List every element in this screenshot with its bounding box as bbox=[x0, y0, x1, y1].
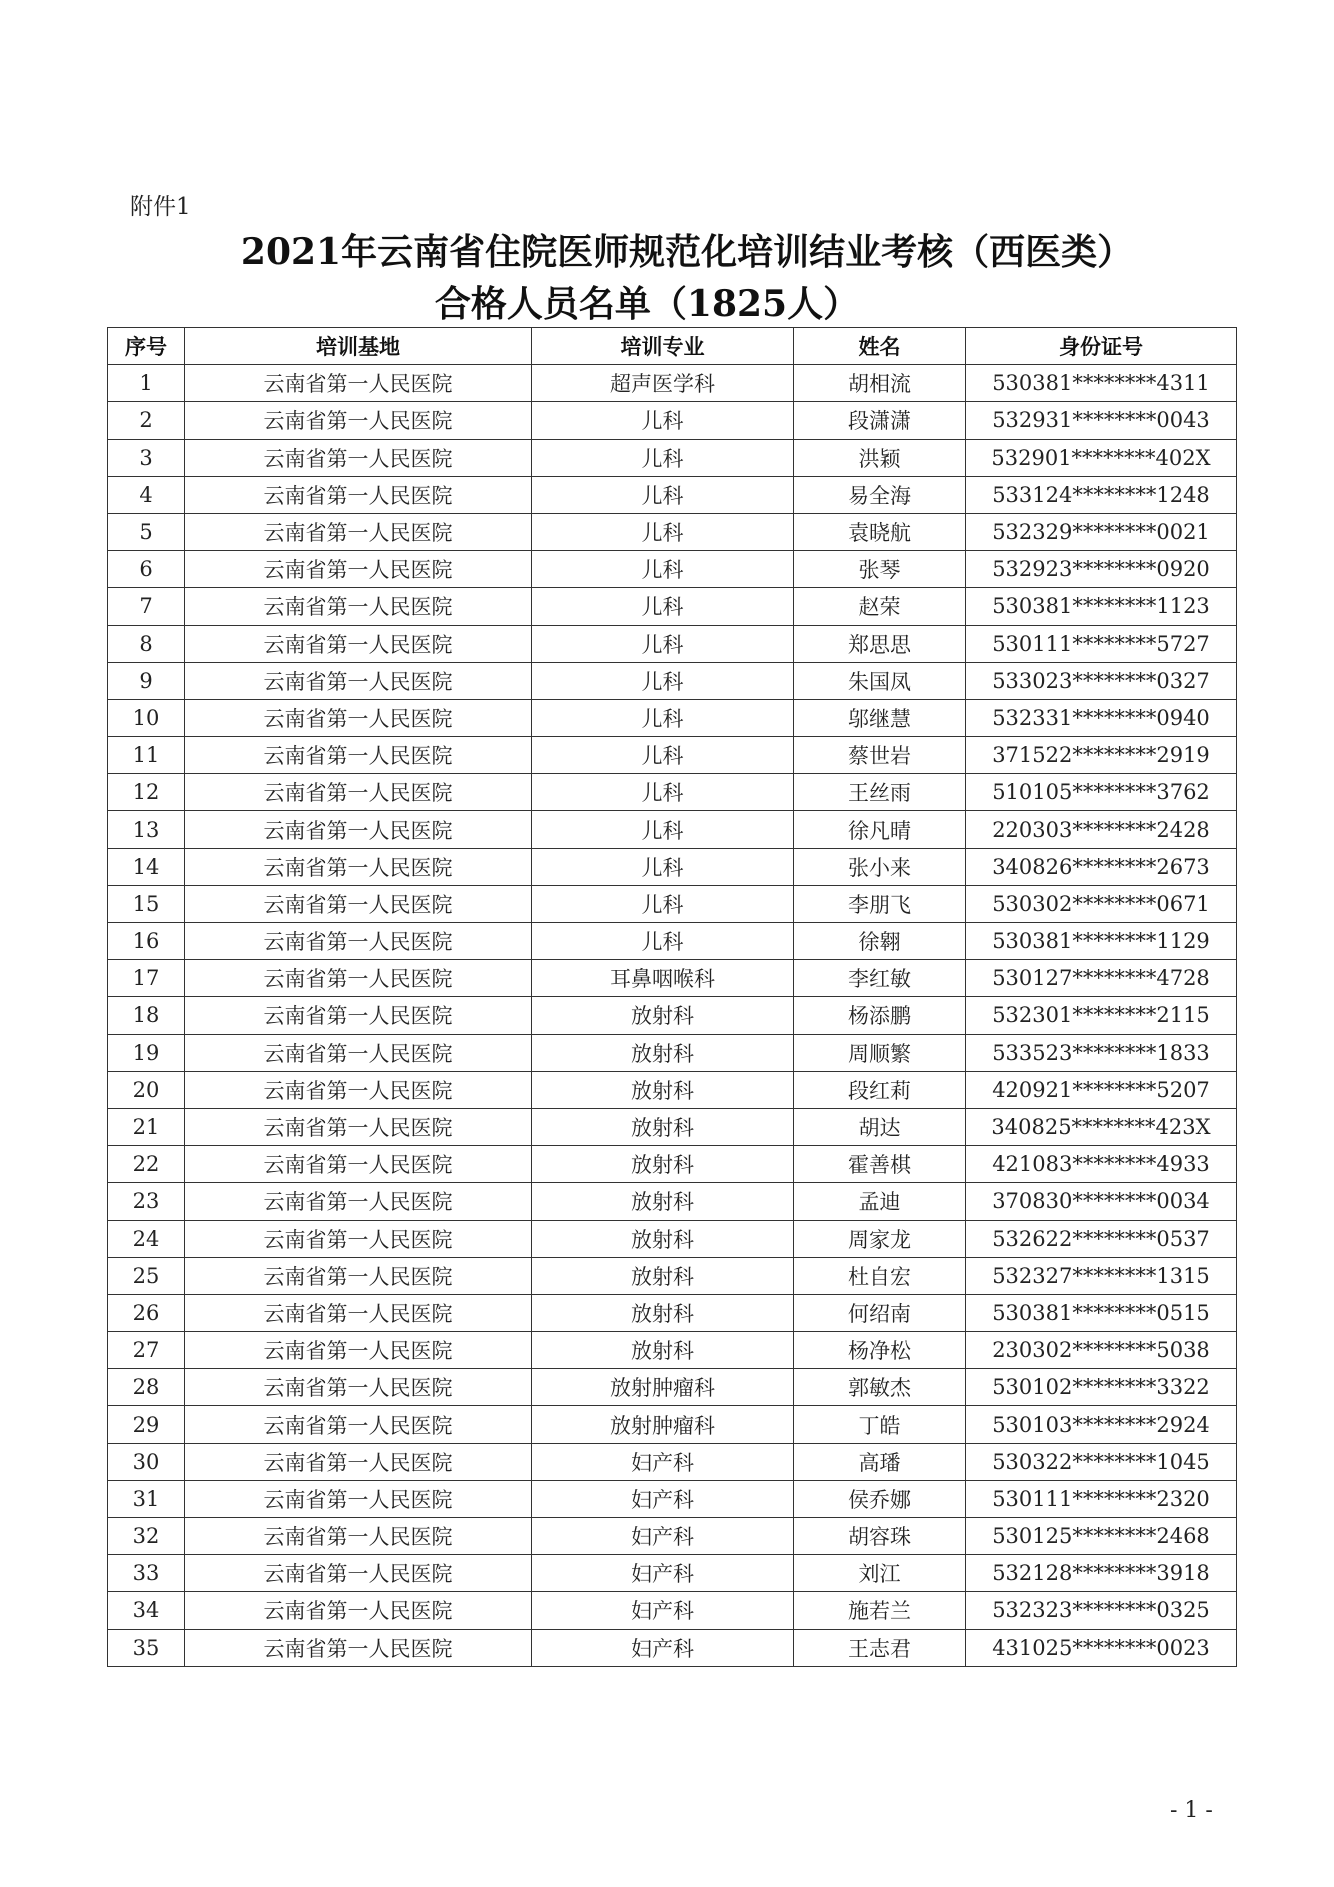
table-row bbox=[108, 848, 1237, 885]
cell-training-base: 云南省第一人民医院 bbox=[185, 1369, 532, 1406]
cell-training-base: 云南省第一人民医院 bbox=[185, 1332, 532, 1369]
cell-name: 郑思思 bbox=[794, 625, 966, 662]
cell-name: 胡相流 bbox=[794, 365, 966, 402]
cell-id-number: 530103********2924 bbox=[966, 1406, 1237, 1443]
cell-id-number: 532901********402X bbox=[966, 439, 1237, 476]
table-header-row bbox=[108, 328, 1237, 365]
cell-index: 8 bbox=[108, 625, 185, 662]
table-row bbox=[108, 588, 1237, 625]
cell-name: 张小来 bbox=[794, 848, 966, 885]
cell-specialty: 放射科 bbox=[532, 997, 794, 1034]
cell-specialty: 妇产科 bbox=[532, 1518, 794, 1555]
cell-training-base: 云南省第一人民医院 bbox=[185, 1406, 532, 1443]
header-training-base: 培训基地 bbox=[185, 328, 532, 365]
cell-name: 周家龙 bbox=[794, 1220, 966, 1257]
table-row bbox=[108, 1518, 1237, 1555]
table-row bbox=[108, 1369, 1237, 1406]
cell-training-base: 云南省第一人民医院 bbox=[185, 1257, 532, 1294]
cell-name: 胡达 bbox=[794, 1108, 966, 1145]
cell-specialty: 放射肿瘤科 bbox=[532, 1406, 794, 1443]
cell-training-base: 云南省第一人民医院 bbox=[185, 1034, 532, 1071]
cell-training-base: 云南省第一人民医院 bbox=[185, 997, 532, 1034]
cell-name: 丁皓 bbox=[794, 1406, 966, 1443]
cell-index: 17 bbox=[108, 960, 185, 997]
cell-training-base: 云南省第一人民医院 bbox=[185, 439, 532, 476]
header-id-number: 身份证号 bbox=[966, 328, 1237, 365]
table-row bbox=[108, 1034, 1237, 1071]
table-row bbox=[108, 1183, 1237, 1220]
cell-specialty: 儿科 bbox=[532, 588, 794, 625]
qualified-personnel-table bbox=[107, 327, 1237, 1667]
cell-name: 王志君 bbox=[794, 1629, 966, 1666]
cell-index: 3 bbox=[108, 439, 185, 476]
cell-index: 11 bbox=[108, 737, 185, 774]
cell-training-base: 云南省第一人民医院 bbox=[185, 1443, 532, 1480]
cell-specialty: 儿科 bbox=[532, 848, 794, 885]
cell-specialty: 放射科 bbox=[532, 1257, 794, 1294]
cell-name: 徐翱 bbox=[794, 923, 966, 960]
cell-training-base: 云南省第一人民医院 bbox=[185, 551, 532, 588]
table-row bbox=[108, 1480, 1237, 1517]
cell-id-number: 533023********0327 bbox=[966, 662, 1237, 699]
cell-specialty: 放射科 bbox=[532, 1294, 794, 1331]
cell-id-number: 533523********1833 bbox=[966, 1034, 1237, 1071]
cell-index: 26 bbox=[108, 1294, 185, 1331]
cell-id-number: 532301********2115 bbox=[966, 997, 1237, 1034]
table-row bbox=[108, 923, 1237, 960]
cell-index: 4 bbox=[108, 476, 185, 513]
cell-training-base: 云南省第一人民医院 bbox=[185, 1108, 532, 1145]
cell-index: 2 bbox=[108, 402, 185, 439]
cell-id-number: 530125********2468 bbox=[966, 1518, 1237, 1555]
cell-name: 杜自宏 bbox=[794, 1257, 966, 1294]
table-row bbox=[108, 1146, 1237, 1183]
cell-specialty: 放射科 bbox=[532, 1146, 794, 1183]
cell-id-number: 530322********1045 bbox=[966, 1443, 1237, 1480]
cell-name: 易全海 bbox=[794, 476, 966, 513]
cell-name: 李朋飞 bbox=[794, 885, 966, 922]
cell-training-base: 云南省第一人民医院 bbox=[185, 848, 532, 885]
header-index: 序号 bbox=[108, 328, 185, 365]
cell-training-base: 云南省第一人民医院 bbox=[185, 402, 532, 439]
header-name: 姓名 bbox=[794, 328, 966, 365]
cell-specialty: 儿科 bbox=[532, 699, 794, 736]
cell-training-base: 云南省第一人民医院 bbox=[185, 923, 532, 960]
cell-id-number: 530127********4728 bbox=[966, 960, 1237, 997]
cell-name: 朱国凤 bbox=[794, 662, 966, 699]
cell-training-base: 云南省第一人民医院 bbox=[185, 1220, 532, 1257]
table-row bbox=[108, 885, 1237, 922]
table-row bbox=[108, 625, 1237, 662]
cell-id-number: 530381********1129 bbox=[966, 923, 1237, 960]
cell-id-number: 533124********1248 bbox=[966, 476, 1237, 513]
cell-id-number: 340825********423X bbox=[966, 1108, 1237, 1145]
table-row bbox=[108, 1220, 1237, 1257]
cell-id-number: 532329********0021 bbox=[966, 513, 1237, 550]
cell-index: 34 bbox=[108, 1592, 185, 1629]
cell-name: 霍善棋 bbox=[794, 1146, 966, 1183]
cell-index: 31 bbox=[108, 1480, 185, 1517]
cell-name: 邬继慧 bbox=[794, 699, 966, 736]
cell-index: 6 bbox=[108, 551, 185, 588]
cell-specialty: 儿科 bbox=[532, 625, 794, 662]
table-row bbox=[108, 1592, 1237, 1629]
cell-training-base: 云南省第一人民医院 bbox=[185, 699, 532, 736]
cell-name: 高璠 bbox=[794, 1443, 966, 1480]
cell-id-number: 421083********4933 bbox=[966, 1146, 1237, 1183]
cell-index: 5 bbox=[108, 513, 185, 550]
cell-index: 19 bbox=[108, 1034, 185, 1071]
cell-name: 刘江 bbox=[794, 1555, 966, 1592]
cell-id-number: 532128********3918 bbox=[966, 1555, 1237, 1592]
cell-name: 周顺繁 bbox=[794, 1034, 966, 1071]
cell-name: 段潇潇 bbox=[794, 402, 966, 439]
table-row bbox=[108, 1332, 1237, 1369]
cell-name: 李红敏 bbox=[794, 960, 966, 997]
table-row bbox=[108, 774, 1237, 811]
table-row bbox=[108, 1108, 1237, 1145]
cell-name: 洪颖 bbox=[794, 439, 966, 476]
cell-index: 35 bbox=[108, 1629, 185, 1666]
table-row bbox=[108, 811, 1237, 848]
cell-index: 13 bbox=[108, 811, 185, 848]
table-row bbox=[108, 737, 1237, 774]
cell-specialty: 儿科 bbox=[532, 551, 794, 588]
cell-index: 25 bbox=[108, 1257, 185, 1294]
cell-training-base: 云南省第一人民医院 bbox=[185, 774, 532, 811]
cell-training-base: 云南省第一人民医院 bbox=[185, 1518, 532, 1555]
cell-id-number: 530381********1123 bbox=[966, 588, 1237, 625]
document-title-line2: 合格人员名单（1825人） bbox=[434, 283, 860, 325]
cell-name: 郭敏杰 bbox=[794, 1369, 966, 1406]
table-row bbox=[108, 402, 1237, 439]
cell-id-number: 532331********0940 bbox=[966, 699, 1237, 736]
table-row bbox=[108, 1406, 1237, 1443]
cell-index: 14 bbox=[108, 848, 185, 885]
cell-index: 29 bbox=[108, 1406, 185, 1443]
cell-training-base: 云南省第一人民医院 bbox=[185, 365, 532, 402]
table-row bbox=[108, 1294, 1237, 1331]
cell-name: 侯乔娜 bbox=[794, 1480, 966, 1517]
cell-index: 30 bbox=[108, 1443, 185, 1480]
cell-id-number: 532622********0537 bbox=[966, 1220, 1237, 1257]
cell-index: 23 bbox=[108, 1183, 185, 1220]
cell-specialty: 妇产科 bbox=[532, 1592, 794, 1629]
cell-name: 孟迪 bbox=[794, 1183, 966, 1220]
cell-specialty: 儿科 bbox=[532, 885, 794, 922]
cell-id-number: 220303********2428 bbox=[966, 811, 1237, 848]
cell-training-base: 云南省第一人民医院 bbox=[185, 885, 532, 922]
cell-id-number: 530102********3322 bbox=[966, 1369, 1237, 1406]
cell-index: 33 bbox=[108, 1555, 185, 1592]
cell-id-number: 371522********2919 bbox=[966, 737, 1237, 774]
cell-specialty: 儿科 bbox=[532, 513, 794, 550]
cell-index: 21 bbox=[108, 1108, 185, 1145]
table-body bbox=[108, 365, 1237, 1667]
cell-training-base: 云南省第一人民医院 bbox=[185, 1183, 532, 1220]
table-row bbox=[108, 699, 1237, 736]
cell-id-number: 532931********0043 bbox=[966, 402, 1237, 439]
cell-training-base: 云南省第一人民医院 bbox=[185, 1480, 532, 1517]
cell-name: 何绍南 bbox=[794, 1294, 966, 1331]
cell-id-number: 370830********0034 bbox=[966, 1183, 1237, 1220]
cell-index: 15 bbox=[108, 885, 185, 922]
cell-index: 12 bbox=[108, 774, 185, 811]
table-row bbox=[108, 1443, 1237, 1480]
cell-specialty: 放射科 bbox=[532, 1332, 794, 1369]
cell-name: 徐凡晴 bbox=[794, 811, 966, 848]
cell-name: 王丝雨 bbox=[794, 774, 966, 811]
cell-id-number: 420921********5207 bbox=[966, 1071, 1237, 1108]
cell-id-number: 532323********0325 bbox=[966, 1592, 1237, 1629]
cell-id-number: 530381********4311 bbox=[966, 365, 1237, 402]
cell-specialty: 放射科 bbox=[532, 1108, 794, 1145]
attachment-label: 附件1 bbox=[130, 194, 191, 220]
table-row bbox=[108, 365, 1237, 402]
cell-specialty: 儿科 bbox=[532, 439, 794, 476]
header-specialty: 培训专业 bbox=[532, 328, 794, 365]
cell-specialty: 儿科 bbox=[532, 476, 794, 513]
cell-id-number: 530111********2320 bbox=[966, 1480, 1237, 1517]
cell-training-base: 云南省第一人民医院 bbox=[185, 1146, 532, 1183]
cell-index: 24 bbox=[108, 1220, 185, 1257]
cell-training-base: 云南省第一人民医院 bbox=[185, 960, 532, 997]
cell-id-number: 230302********5038 bbox=[966, 1332, 1237, 1369]
cell-id-number: 340826********2673 bbox=[966, 848, 1237, 885]
cell-name: 施若兰 bbox=[794, 1592, 966, 1629]
cell-name: 杨净松 bbox=[794, 1332, 966, 1369]
table-row bbox=[108, 960, 1237, 997]
cell-index: 22 bbox=[108, 1146, 185, 1183]
cell-training-base: 云南省第一人民医院 bbox=[185, 1555, 532, 1592]
cell-name: 张琴 bbox=[794, 551, 966, 588]
cell-index: 9 bbox=[108, 662, 185, 699]
cell-specialty: 放射肿瘤科 bbox=[532, 1369, 794, 1406]
cell-id-number: 530111********5727 bbox=[966, 625, 1237, 662]
cell-specialty: 儿科 bbox=[532, 737, 794, 774]
cell-specialty: 妇产科 bbox=[532, 1480, 794, 1517]
cell-name: 袁晓航 bbox=[794, 513, 966, 550]
page-number: - 1 - bbox=[1170, 1798, 1213, 1823]
cell-id-number: 431025********0023 bbox=[966, 1629, 1237, 1666]
cell-specialty: 超声医学科 bbox=[532, 365, 794, 402]
cell-id-number: 530302********0671 bbox=[966, 885, 1237, 922]
cell-index: 32 bbox=[108, 1518, 185, 1555]
cell-training-base: 云南省第一人民医院 bbox=[185, 811, 532, 848]
cell-training-base: 云南省第一人民医院 bbox=[185, 625, 532, 662]
cell-training-base: 云南省第一人民医院 bbox=[185, 476, 532, 513]
cell-index: 10 bbox=[108, 699, 185, 736]
cell-training-base: 云南省第一人民医院 bbox=[185, 1071, 532, 1108]
cell-training-base: 云南省第一人民医院 bbox=[185, 662, 532, 699]
cell-specialty: 儿科 bbox=[532, 662, 794, 699]
cell-id-number: 510105********3762 bbox=[966, 774, 1237, 811]
cell-training-base: 云南省第一人民医院 bbox=[185, 737, 532, 774]
cell-index: 27 bbox=[108, 1332, 185, 1369]
cell-name: 胡容珠 bbox=[794, 1518, 966, 1555]
cell-training-base: 云南省第一人民医院 bbox=[185, 1629, 532, 1666]
cell-specialty: 耳鼻咽喉科 bbox=[532, 960, 794, 997]
table-row bbox=[108, 476, 1237, 513]
cell-index: 16 bbox=[108, 923, 185, 960]
table-row bbox=[108, 1555, 1237, 1592]
table-row bbox=[108, 513, 1237, 550]
cell-id-number: 532923********0920 bbox=[966, 551, 1237, 588]
cell-training-base: 云南省第一人民医院 bbox=[185, 513, 532, 550]
cell-index: 18 bbox=[108, 997, 185, 1034]
cell-index: 28 bbox=[108, 1369, 185, 1406]
cell-specialty: 儿科 bbox=[532, 774, 794, 811]
cell-name: 段红莉 bbox=[794, 1071, 966, 1108]
cell-training-base: 云南省第一人民医院 bbox=[185, 1294, 532, 1331]
cell-training-base: 云南省第一人民医院 bbox=[185, 1592, 532, 1629]
table-row bbox=[108, 997, 1237, 1034]
cell-id-number: 532327********1315 bbox=[966, 1257, 1237, 1294]
cell-specialty: 放射科 bbox=[532, 1071, 794, 1108]
cell-specialty: 放射科 bbox=[532, 1220, 794, 1257]
cell-specialty: 妇产科 bbox=[532, 1629, 794, 1666]
table-row bbox=[108, 662, 1237, 699]
cell-name: 赵荣 bbox=[794, 588, 966, 625]
cell-specialty: 儿科 bbox=[532, 402, 794, 439]
cell-specialty: 放射科 bbox=[532, 1183, 794, 1220]
cell-specialty: 儿科 bbox=[532, 923, 794, 960]
table-row bbox=[108, 1071, 1237, 1108]
cell-name: 杨添鹏 bbox=[794, 997, 966, 1034]
cell-specialty: 妇产科 bbox=[532, 1555, 794, 1592]
cell-id-number: 530381********0515 bbox=[966, 1294, 1237, 1331]
document-title-line1: 2021年云南省住院医师规范化培训结业考核（西医类） bbox=[240, 231, 1134, 273]
table-row bbox=[108, 1257, 1237, 1294]
cell-specialty: 儿科 bbox=[532, 811, 794, 848]
cell-specialty: 放射科 bbox=[532, 1034, 794, 1071]
cell-training-base: 云南省第一人民医院 bbox=[185, 588, 532, 625]
cell-index: 7 bbox=[108, 588, 185, 625]
cell-specialty: 妇产科 bbox=[532, 1443, 794, 1480]
table-row bbox=[108, 551, 1237, 588]
table-row bbox=[108, 439, 1237, 476]
cell-index: 20 bbox=[108, 1071, 185, 1108]
table-row bbox=[108, 1629, 1237, 1666]
cell-name: 蔡世岩 bbox=[794, 737, 966, 774]
cell-index: 1 bbox=[108, 365, 185, 402]
